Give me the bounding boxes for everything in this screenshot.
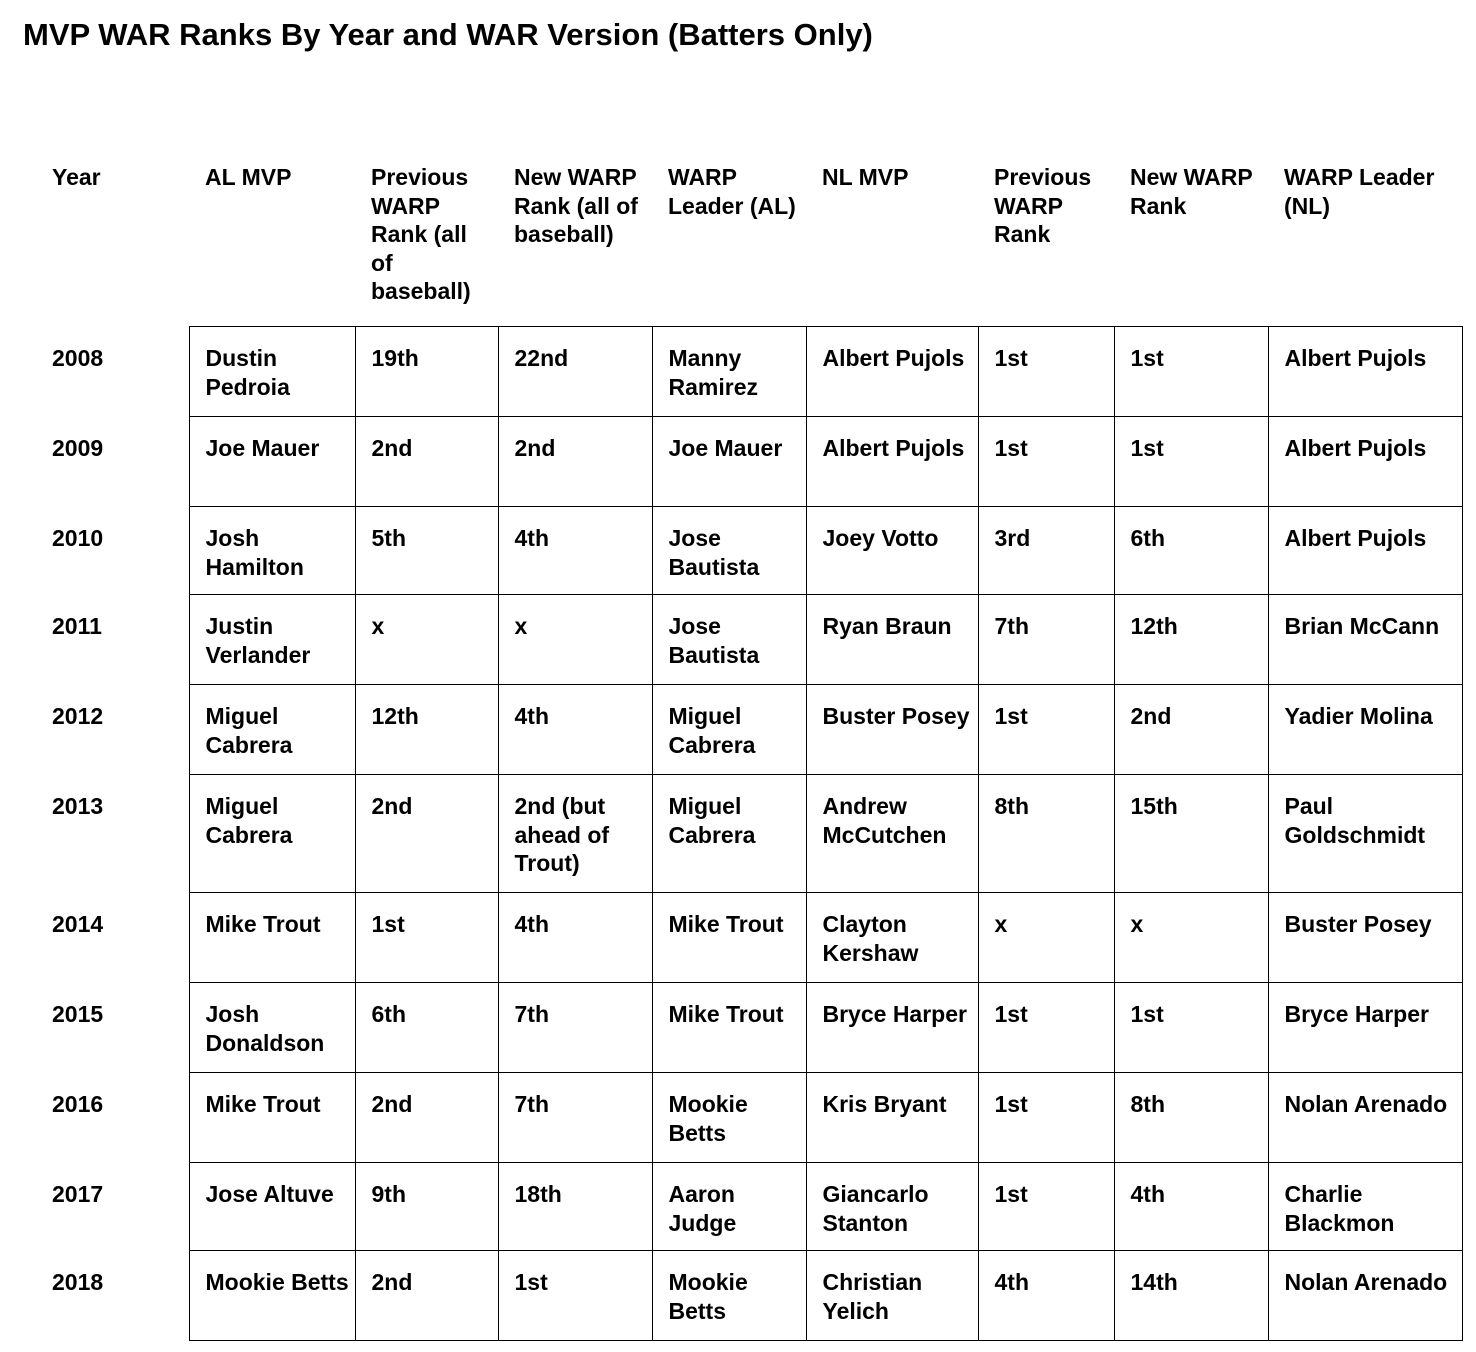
year-cell: 2012 bbox=[37, 685, 189, 775]
nl-new-warp-rank-cell: 2nd bbox=[1114, 685, 1268, 775]
al-mvp-cell: Mike Trout bbox=[189, 893, 355, 983]
warp-leader-al-cell: Manny Ramirez bbox=[652, 327, 806, 417]
nl-new-warp-rank-cell: 1st bbox=[1114, 417, 1268, 507]
al-previous-warp-rank-cell: 2nd bbox=[355, 775, 498, 893]
year-cell: 2018 bbox=[37, 1251, 189, 1341]
al-previous-warp-rank-cell: 5th bbox=[355, 507, 498, 595]
al-mvp-cell: Mike Trout bbox=[189, 1073, 355, 1163]
al-mvp-cell: Josh Donaldson bbox=[189, 983, 355, 1073]
table-row bbox=[37, 775, 1462, 893]
al-previous-warp-rank-cell: 2nd bbox=[355, 1251, 498, 1341]
warp-leader-al-cell: Mookie Betts bbox=[652, 1073, 806, 1163]
nl-previous-warp-rank-cell: 3rd bbox=[978, 507, 1114, 595]
col-header-nl-mvp: NL MVP bbox=[822, 164, 909, 190]
table-row bbox=[37, 327, 1462, 417]
al-previous-warp-rank-cell: 6th bbox=[355, 983, 498, 1073]
al-mvp-cell: Dustin Pedroia bbox=[189, 327, 355, 417]
year-cell: 2009 bbox=[37, 417, 189, 507]
table-row bbox=[37, 1251, 1462, 1341]
table-row bbox=[37, 983, 1462, 1073]
al-previous-warp-rank-cell: 1st bbox=[355, 893, 498, 983]
al-previous-warp-rank-cell: 9th bbox=[355, 1163, 498, 1251]
al-new-warp-rank-cell: 4th bbox=[498, 685, 652, 775]
nl-new-warp-rank-cell: x bbox=[1114, 893, 1268, 983]
nl-previous-warp-rank-cell: 4th bbox=[978, 1251, 1114, 1341]
table-row bbox=[37, 893, 1462, 983]
warp-leader-nl-cell: Charlie Blackmon bbox=[1268, 1163, 1462, 1251]
year-cell: 2013 bbox=[37, 775, 189, 893]
warp-leader-nl-cell: Brian McCann bbox=[1268, 595, 1462, 685]
nl-mvp-cell: Christian Yelich bbox=[806, 1251, 978, 1341]
al-mvp-cell: Jose Altuve bbox=[189, 1163, 355, 1251]
al-mvp-cell: Justin Verlander bbox=[189, 595, 355, 685]
warp-leader-nl-cell: Nolan Arenado bbox=[1268, 1073, 1462, 1163]
warp-leader-al-cell: Mookie Betts bbox=[652, 1251, 806, 1341]
col-header-al-mvp: AL MVP bbox=[205, 164, 292, 190]
col-header-warp-leader-nl: WARP Leader (NL) bbox=[1284, 164, 1435, 219]
table-row bbox=[37, 507, 1462, 595]
nl-new-warp-rank-cell: 14th bbox=[1114, 1251, 1268, 1341]
col-header-year: Year bbox=[52, 164, 101, 190]
nl-previous-warp-rank-cell: 8th bbox=[978, 775, 1114, 893]
col-header-warp-leader-al: WARP Leader (AL) bbox=[668, 164, 796, 219]
nl-mvp-cell: Albert Pujols bbox=[806, 417, 978, 507]
warp-leader-al-cell: Miguel Cabrera bbox=[652, 685, 806, 775]
nl-previous-warp-rank-cell: 1st bbox=[978, 417, 1114, 507]
table-row bbox=[37, 595, 1462, 685]
nl-mvp-cell: Ryan Braun bbox=[806, 595, 978, 685]
al-new-warp-rank-cell: 22nd bbox=[498, 327, 652, 417]
col-header-nl-new-warp-rank: New WARP Rank bbox=[1130, 164, 1253, 219]
al-new-warp-rank-cell: 7th bbox=[498, 983, 652, 1073]
year-cell: 2015 bbox=[37, 983, 189, 1073]
al-previous-warp-rank-cell: 2nd bbox=[355, 417, 498, 507]
al-new-warp-rank-cell: 4th bbox=[498, 507, 652, 595]
col-header-nl-previous-warp-rank: Previous WARP Rank bbox=[994, 164, 1092, 247]
warp-leader-al-cell: Mike Trout bbox=[652, 893, 806, 983]
al-new-warp-rank-cell: x bbox=[498, 595, 652, 685]
nl-mvp-cell: Buster Posey bbox=[806, 685, 978, 775]
nl-mvp-cell: Joey Votto bbox=[806, 507, 978, 595]
al-previous-warp-rank-cell: 2nd bbox=[355, 1073, 498, 1163]
nl-previous-warp-rank-cell: 1st bbox=[978, 1073, 1114, 1163]
col-header-al-new-warp-rank: New WARP Rank (all of baseball) bbox=[514, 164, 638, 247]
nl-new-warp-rank-cell: 12th bbox=[1114, 595, 1268, 685]
nl-mvp-cell: Bryce Harper bbox=[806, 983, 978, 1073]
al-previous-warp-rank-cell: 12th bbox=[355, 685, 498, 775]
warp-leader-al-cell: Joe Mauer bbox=[652, 417, 806, 507]
warp-leader-nl-cell: Yadier Molina bbox=[1268, 685, 1462, 775]
nl-mvp-cell: Andrew McCutchen bbox=[806, 775, 978, 893]
nl-previous-warp-rank-cell: 7th bbox=[978, 595, 1114, 685]
al-new-warp-rank-cell: 7th bbox=[498, 1073, 652, 1163]
table-row bbox=[37, 1163, 1462, 1251]
nl-new-warp-rank-cell: 8th bbox=[1114, 1073, 1268, 1163]
nl-new-warp-rank-cell: 4th bbox=[1114, 1163, 1268, 1251]
nl-new-warp-rank-cell: 15th bbox=[1114, 775, 1268, 893]
year-cell: 2016 bbox=[37, 1073, 189, 1163]
al-new-warp-rank-cell: 1st bbox=[498, 1251, 652, 1341]
al-mvp-cell: Miguel Cabrera bbox=[189, 775, 355, 893]
nl-mvp-cell: Clayton Kershaw bbox=[806, 893, 978, 983]
nl-previous-warp-rank-cell: 1st bbox=[978, 983, 1114, 1073]
warp-leader-al-cell: Jose Bautista bbox=[652, 507, 806, 595]
al-mvp-cell: Josh Hamilton bbox=[189, 507, 355, 595]
nl-previous-warp-rank-cell: 1st bbox=[978, 1163, 1114, 1251]
al-new-warp-rank-cell: 2nd bbox=[498, 417, 652, 507]
warp-leader-al-cell: Miguel Cabrera bbox=[652, 775, 806, 893]
year-cell: 2014 bbox=[37, 893, 189, 983]
col-header-al-previous-warp-rank: Previous WARP Rank (all of baseball) bbox=[371, 164, 471, 304]
nl-previous-warp-rank-cell: 1st bbox=[978, 327, 1114, 417]
year-cell: 2017 bbox=[37, 1163, 189, 1251]
table-row bbox=[37, 1073, 1462, 1163]
page-title: MVP WAR Ranks By Year and WAR Version (Batters Only) bbox=[23, 17, 873, 52]
nl-previous-warp-rank-cell: 1st bbox=[978, 685, 1114, 775]
al-new-warp-rank-cell: 4th bbox=[498, 893, 652, 983]
table-row bbox=[37, 417, 1462, 507]
nl-mvp-cell: Kris Bryant bbox=[806, 1073, 978, 1163]
header-row bbox=[37, 160, 1462, 327]
year-cell: 2008 bbox=[37, 327, 189, 417]
warp-leader-nl-cell: Albert Pujols bbox=[1268, 507, 1462, 595]
nl-new-warp-rank-cell: 1st bbox=[1114, 327, 1268, 417]
nl-mvp-cell: Giancarlo Stanton bbox=[806, 1163, 978, 1251]
al-new-warp-rank-cell: 2nd (but ahead of Trout) bbox=[498, 775, 652, 893]
year-cell: 2010 bbox=[37, 507, 189, 595]
warp-leader-nl-cell: Albert Pujols bbox=[1268, 417, 1462, 507]
table-body bbox=[37, 327, 1462, 1341]
al-mvp-cell: Joe Mauer bbox=[189, 417, 355, 507]
warp-leader-nl-cell: Nolan Arenado bbox=[1268, 1251, 1462, 1341]
warp-leader-nl-cell: Bryce Harper bbox=[1268, 983, 1462, 1073]
warp-leader-nl-cell: Buster Posey bbox=[1268, 893, 1462, 983]
nl-new-warp-rank-cell: 1st bbox=[1114, 983, 1268, 1073]
nl-new-warp-rank-cell: 6th bbox=[1114, 507, 1268, 595]
mvp-war-table bbox=[37, 160, 1463, 1341]
warp-leader-nl-cell: Albert Pujols bbox=[1268, 327, 1462, 417]
al-mvp-cell: Mookie Betts bbox=[189, 1251, 355, 1341]
al-previous-warp-rank-cell: 19th bbox=[355, 327, 498, 417]
warp-leader-al-cell: Aaron Judge bbox=[652, 1163, 806, 1251]
year-cell: 2011 bbox=[37, 595, 189, 685]
warp-leader-al-cell: Mike Trout bbox=[652, 983, 806, 1073]
nl-mvp-cell: Albert Pujols bbox=[806, 327, 978, 417]
warp-leader-al-cell: Jose Bautista bbox=[652, 595, 806, 685]
nl-previous-warp-rank-cell: x bbox=[978, 893, 1114, 983]
table-row bbox=[37, 685, 1462, 775]
al-previous-warp-rank-cell: x bbox=[355, 595, 498, 685]
warp-leader-nl-cell: Paul Goldschmidt bbox=[1268, 775, 1462, 893]
al-mvp-cell: Miguel Cabrera bbox=[189, 685, 355, 775]
al-new-warp-rank-cell: 18th bbox=[498, 1163, 652, 1251]
